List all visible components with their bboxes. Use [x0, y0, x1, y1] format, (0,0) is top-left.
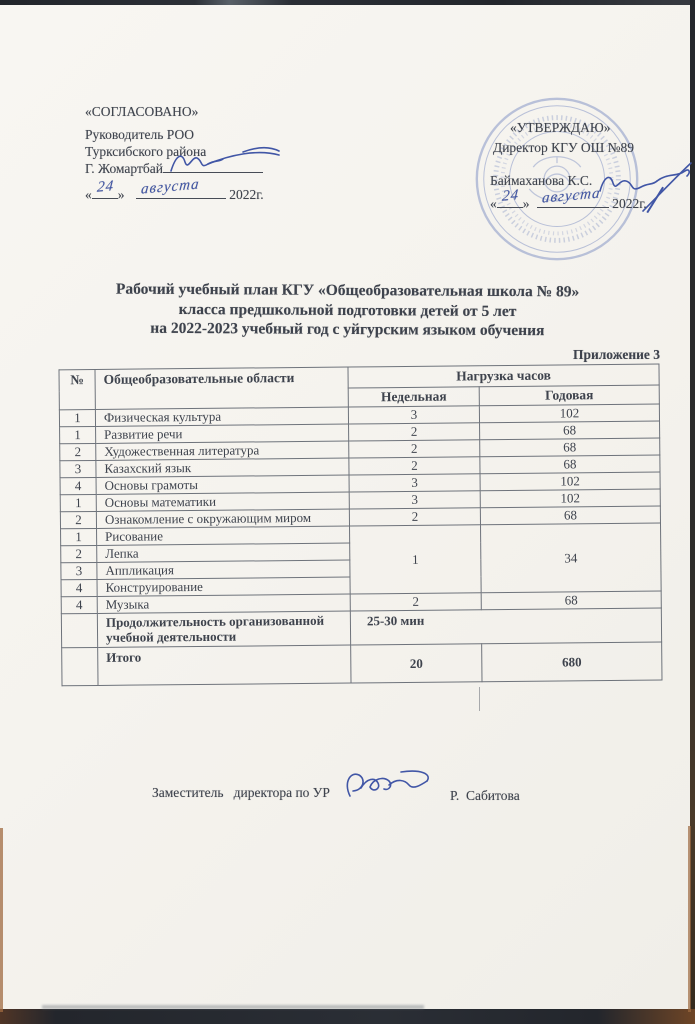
approval-right-block — [490, 119, 695, 229]
cell-subject: Художественная литература — [96, 441, 349, 460]
curriculum-table — [58, 364, 662, 687]
cell-weekly: 2 — [349, 508, 480, 526]
cell-yearly: 68 — [480, 506, 660, 525]
total-row — [62, 642, 662, 686]
header-load: Нагрузка часов — [348, 364, 659, 388]
cell-num: 1 — [61, 528, 97, 545]
cell-num: 1 — [60, 426, 96, 443]
cell-num: 1 — [59, 409, 95, 426]
cell-duration-label: Продолжительность организованной учебной деятельности — [97, 611, 350, 647]
cell-weekly: 2 — [349, 423, 480, 441]
cell-weekly: 3 — [349, 474, 480, 492]
curriculum-table-wrap — [58, 364, 662, 687]
cell-num: 3 — [61, 562, 97, 579]
approved-year: 2022г. — [612, 196, 647, 211]
cell-num: 2 — [60, 511, 96, 528]
cell-num: 4 — [61, 579, 97, 596]
scan-line-artifact — [479, 687, 480, 711]
cell-num: 2 — [61, 545, 97, 562]
annex-label: Приложение 3 — [572, 347, 660, 362]
cell-yearly: 68 — [480, 421, 660, 440]
scan-edge-bottom — [0, 1009, 695, 1024]
cell-num: 4 — [60, 477, 96, 494]
cell-subject: Конструирование — [97, 577, 350, 596]
cell-subject: Аппликация — [97, 560, 350, 579]
cell-yearly: 102 — [480, 489, 660, 508]
duration-row — [61, 608, 661, 648]
handwritten-month: августа — [140, 176, 201, 198]
cell-yearly: 68 — [480, 438, 660, 457]
table-body — [59, 404, 661, 614]
table-footer-rows — [61, 608, 662, 686]
cell-subject: Лепка — [97, 543, 350, 562]
approved-date-line: « 24 » августа 2022г. — [490, 195, 695, 212]
scan-edge-top — [0, 0, 695, 5]
agreed-heading: «СОГЛАСОВАНО» — [85, 104, 199, 119]
header-yearly: Годовая — [479, 385, 659, 406]
cell-yearly: 68 — [481, 591, 661, 610]
cell-num: 1 — [60, 494, 96, 511]
title-line-3: на 2022-2023 учебный год с уйгурским языком обучения — [150, 319, 545, 340]
cell-weekly: 2 — [349, 457, 480, 475]
cell-subject: Основы математики — [96, 492, 349, 511]
title-line-1: Рабочий учебный план КГУ «Общеобразовательная школа № 89» — [115, 280, 580, 301]
cell-weekly: 2 — [350, 593, 481, 611]
cell-yearly: 68 — [480, 455, 660, 474]
cell-subject: Рисование — [97, 526, 350, 545]
cell-num — [61, 613, 97, 647]
cell-subject: Казахский язык — [96, 458, 349, 477]
cell-yearly-merged: 34 — [481, 523, 662, 593]
handwritten-day: 24 — [96, 178, 115, 196]
cell-weekly: 3 — [348, 406, 479, 424]
cell-subject: Музыка — [97, 594, 350, 613]
cell-total-label: Итого — [98, 645, 351, 685]
cell-total-weekly: 20 — [351, 644, 482, 683]
cell-subject: Основы грамоты — [96, 475, 349, 494]
header-weekly: Недельная — [348, 387, 479, 407]
handwritten-day: 24 — [501, 187, 520, 205]
cell-total-yearly: 680 — [482, 642, 662, 682]
cell-weekly: 3 — [349, 491, 480, 509]
agreed-year: 2022г. — [229, 187, 264, 202]
cell-duration-value: 25-30 мин — [350, 608, 661, 645]
approval-left-block — [85, 103, 345, 223]
agreed-district: Турксибского района — [85, 144, 207, 159]
agreed-name: Г. Жомартбай — [85, 160, 263, 177]
header-num: № — [59, 369, 95, 409]
cell-subject: Ознакомление с окружающим миром — [96, 509, 349, 528]
approved-heading: «УТВЕРЖДАЮ» — [510, 120, 611, 135]
cell-yearly: 102 — [479, 404, 659, 423]
cell-num: 2 — [60, 443, 96, 460]
signature-sabitova — [337, 765, 443, 809]
title-line-2: класса предшкольной подготовки детей от 5 лет — [178, 300, 517, 320]
scan-edge-right-brown — [688, 826, 691, 1012]
approved-role: Директор КГУ ОШ №89 — [493, 140, 635, 155]
agreed-role: Руководитель РОО — [85, 127, 194, 142]
scan-edge-left-brown — [0, 828, 3, 1012]
cell-num: 3 — [60, 460, 96, 477]
cell-num — [62, 647, 98, 685]
cell-subject: Физическая культура — [95, 407, 348, 426]
deputy-director-label: Заместитель директора по УР — [152, 785, 330, 800]
cell-weekly-merged: 1 — [350, 525, 482, 594]
table-header — [59, 364, 659, 410]
deputy-director-name: Р. Сабитова — [450, 788, 520, 803]
cell-subject: Развитие речи — [96, 424, 349, 443]
document-title — [0, 279, 695, 342]
cell-yearly: 102 — [480, 472, 660, 491]
agreed-date-line: « 24 » августа 2022г. — [85, 176, 264, 202]
cell-weekly: 2 — [349, 440, 480, 458]
header-area: Общеобразовательные области — [95, 367, 348, 409]
approved-name: Баймаханова К.С. — [490, 173, 593, 188]
handwritten-month: августа — [541, 185, 602, 207]
cell-num: 4 — [61, 596, 97, 613]
